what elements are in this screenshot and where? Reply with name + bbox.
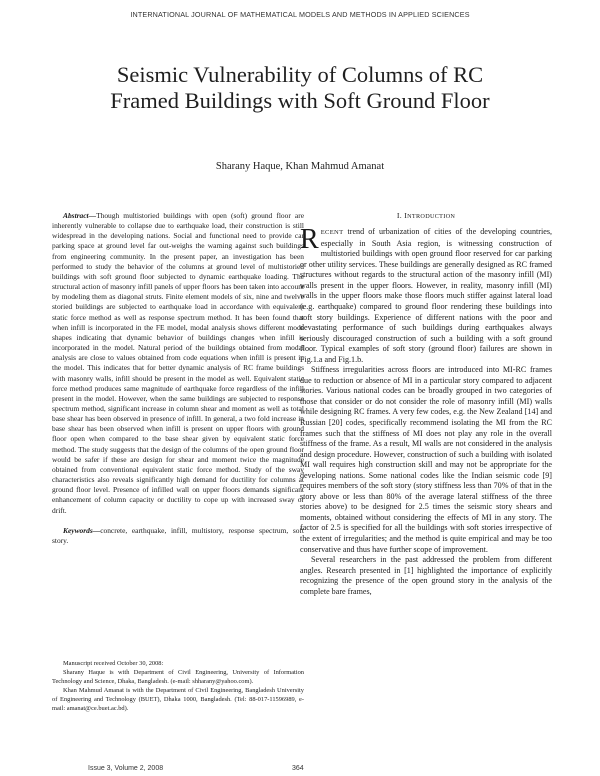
footnote-author-1: Sharany Haque is with Department of Civil Engineering, University of Information Technology and Science, Dhaka, Bangladesh. (e-mail: shharany@yahoo.com). — [52, 668, 304, 685]
lead-word: ECENT — [320, 229, 344, 237]
section-heading-rest: NTRODUCTION — [407, 213, 456, 220]
abstract-text: Though multistoried buildings with open (soft) ground floor are inherently vulnerable to collapse due to earthquake load, their construction is still widespread in the developing nations. Social and functional need to provide car parking space at ground level far out-weighs the warning against such buildings from engineering community. In the present paper, an investigation has been performed to study the behavior of the columns at ground level of multistoried buildings with soft ground floor subjected to dynamic earthquake loading. The structural action of masonry infill panels of upper floors has been taken into account by modeling them as diagonal struts. Finite element models of six, nine and twelve storied buildings are subjected to earthquake load in accordance with equivalent static force method as well as response spectrum method. It has been found that when infill is incorporated in the FE model, modal analysis shows different mode shapes indicating that dynamic behavior of buildings changes when infill is incorporated in the model. Natural period of the buildings obtained from modal analysis are close to values obtained from code equations when infill is present in the model. This indicates that for better dynamic analysis of RC frame buildings with masonry walls, infill should be present in the model as well. Equivalent static force method produces same magnitude of earthquake force regardless of the infill present in the model. However, when the same buildings are subjected to response spectrum method, significant increase in column shear and moment as well as total base shear has been observed in presence of infill. In general, a two fold increase in base shear has been observed when infill is present on upper floors with ground floor open when compared to the base shear given by equivalent static force method. The study suggests that the design of the columns of the open ground floor would be safer if these are design for shear and moment twice the magnitude obtained from conventional equivalent static force method. Study of the sway characteristics also reveals significantly high demand for ductility for columns at ground floor level. Presence of infilled wall on upper floors demands significant enhancement of column capacity or ductility to cope up with increased sway or drift. — [52, 211, 304, 515]
keywords — [52, 526, 304, 546]
intro-paragraph-1-text: trend of urbanization of cities of the developing countries, especially in South Asia region, is witnessing construction of multistoried buildings with open ground floor reserved for car parking or other utility services. These buildings are generally designed as RC framed structures without regards to the structural action of the masonry infill (MI) walls present in the upper floors. However, in reality, masonry infill (MI) walls in the upper floors make those floors much stiffer against lateral load (e.g. earthquake) compared to ground floor rendering these buildings into soft story buildings. Experience of different nations with the poor and devastating performance of such buildings during earthquakes always seriously discouraged construction of such a building with a soft ground floor. Typical examples of soft story (ground floor) failures are shown in Fig.1.a and Fig.1.b. — [300, 227, 552, 364]
footnotes — [52, 660, 304, 713]
abstract — [52, 211, 304, 516]
intro-paragraph-3: Several researchers in the past addressed the problem from different angles. Research presented in [1] highlighted the importance of explicitly recognizing the presence of the open ground story in the analysis of the complete bare frames, — [300, 555, 552, 596]
abstract-label-text: Abstract — [63, 211, 89, 220]
journal-header: INTERNATIONAL JOURNAL OF MATHEMATICAL MODELS AND METHODS IN APPLIED SCIENCES — [130, 10, 470, 19]
keywords-label — [63, 526, 100, 535]
title-line-2: Framed Buildings with Soft Ground Floor — [110, 88, 490, 113]
footer-page-number: 364 — [292, 765, 304, 772]
authors: Sharany Haque, Khan Mahmud Amanat — [215, 161, 385, 172]
left-column — [52, 211, 304, 553]
keywords-dash: — — [92, 525, 101, 535]
abstract-label — [63, 211, 96, 220]
title-line-1: Seismic Vulnerability of Columns of RC — [116, 62, 484, 87]
section-heading-introduction — [300, 211, 552, 222]
footer-issue: Issue 3, Volume 2, 2008 — [88, 765, 164, 772]
intro-paragraph-2: Stiffness irregularities across floors are introduced into MI-RC frames due to reduction or absence of MI in a particular story compared to adjacent stories. Various national codes can be broadly grouped in two categories of those that consider or do not consider the role of masonry infill (MI) walls while designing RC frames. A very few codes, e.g. the New Zealand [14] and Russian [20] codes, specifically recommend isolating the MI from the RC frames such that the stiffness of MI does not play any role in the overall stiffness of the frame. As a result, MI walls are not considered in the analysis and design procedure. However, construction of such a building with isolated MI wall requires high construction skill and may not be appropriate for the developing nations. Some national codes like the Indian seismic code [9] requires members of the soft story (story stiffness less than 70% of that in the story above or less than 80% of the average lateral stiffness of the three stories above) to be designed for 2.5 times the seismic story shears and moments, obtained without considering the effects of MI in any story. The factor of 2.5 is specified for all the buildings with soft stories irrespective of the extent of irregularities; and the method is quite empirical and may be too conservative and thus have further scope of improvement. — [300, 365, 552, 554]
keywords-text: concrete, earthquake, infill, multistory, response spectrum, soft story. — [52, 525, 304, 545]
section-number: I. — [396, 211, 402, 220]
drop-cap: R — [300, 224, 319, 256]
right-column — [300, 211, 552, 597]
section-heading-first-letter: I — [404, 211, 408, 220]
footnote-author-2: Khan Mahmud Amanat is with the Department of Civil Engineering, Bangladesh University of Engineering and Technology (BUET), Dhaka 1000, Bangladesh. (Tel: 88-017-11596989, e-mail: amanat@ce.buet.ac.bd). — [52, 686, 304, 712]
footnote-received: Manuscript received October 30, 2008: — [63, 660, 164, 667]
keywords-label-text: Keywords — [63, 525, 93, 535]
intro-paragraph-1 — [300, 224, 552, 365]
paper-title — [40, 62, 560, 114]
abstract-dash: — — [88, 211, 97, 220]
